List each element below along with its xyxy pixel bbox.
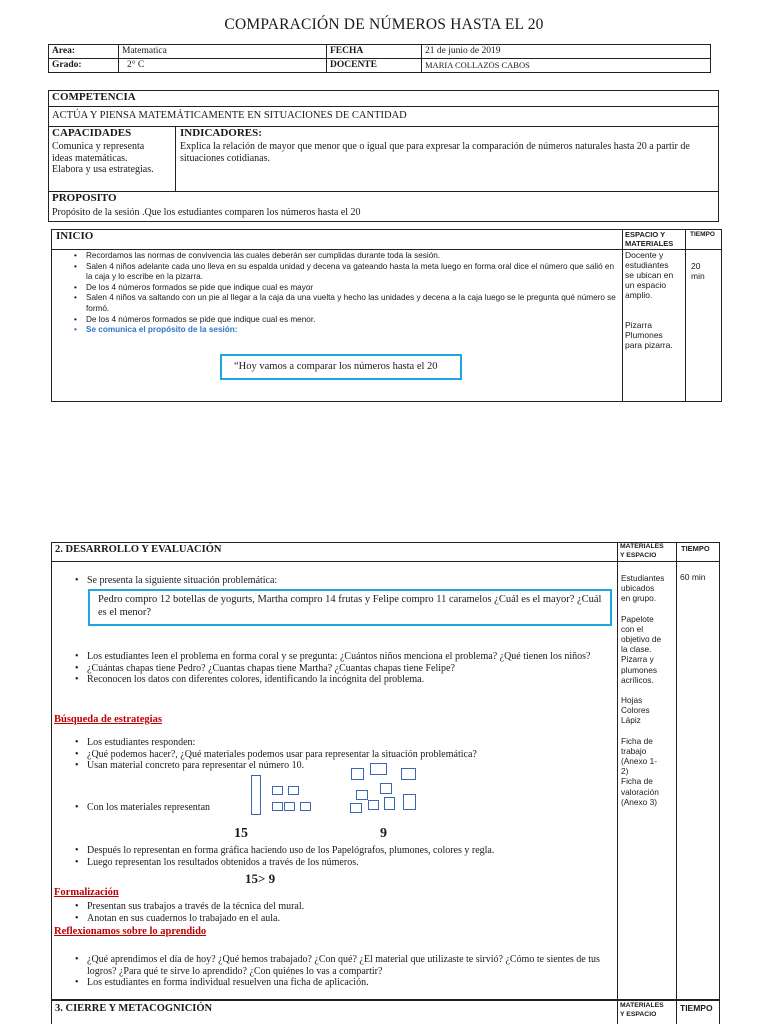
page-title: COMPARACIÓN DE NÚMEROS HASTA EL 20 — [224, 16, 544, 33]
docente-value: MARIA COLLAZOS CABOS — [422, 59, 711, 73]
bullets-e — [73, 954, 613, 989]
list-item: • Los estudiantes leen el problema en forma coral y se pregunta: ¿Cuántos niños menciona el problema? ¿Qué tienen los niños? — [73, 651, 613, 663]
formalizacion-heading: Formalización — [54, 887, 119, 898]
con-materiales-bullet — [73, 802, 373, 814]
list-item: • Recordamos las normas de convivencia las cuales deberán ser cumplidas durante toda la sesión. — [72, 251, 620, 262]
inicio-bullets — [72, 251, 620, 336]
list-item: • Después lo representan en forma gráfica haciendo uso de los Papelógrafos, plumones, colores y regla. — [73, 845, 613, 857]
problem-box — [88, 589, 612, 626]
unit-square-shape — [272, 802, 283, 811]
list-item: • De los 4 números formados se pide que indique cual es mayor — [72, 283, 620, 294]
competencia-label: COMPETENCIA — [52, 91, 136, 103]
unit-square-shape — [300, 802, 311, 811]
fecha-value: 21 de junio de 2019 — [422, 45, 711, 59]
unit-square-shape — [384, 797, 395, 810]
grado-value: 2° C — [119, 59, 327, 73]
list-item: • Salen 4 niños va saltando con un pie al llegar a la caja da una vuelta y hecho las unidades y decena a la caja luego se le pregunta qué número se formó. — [72, 293, 620, 314]
unit-square-shape — [350, 803, 362, 813]
list-item: • Se presenta la siguiente situación problemática: — [73, 575, 613, 587]
number-9: 9 — [380, 826, 387, 841]
info-table — [48, 44, 711, 73]
list-item: • Presentan sus trabajos a través de la técnica del mural. — [73, 901, 613, 913]
bullets-d — [73, 901, 613, 924]
unit-square-shape — [370, 763, 387, 775]
comparison-result: 15> 9 — [245, 871, 276, 886]
list-item: • Anotan en sus cuadernos lo trabajado en el aula. — [73, 913, 613, 925]
unit-square-shape — [351, 768, 364, 780]
ten-bar-shape — [251, 775, 261, 815]
list-item: • Con los materiales representan — [73, 802, 373, 814]
list-item: • Luego representan los resultados obtenidos a través de los números. — [73, 857, 613, 869]
fecha-label: FECHA — [327, 45, 422, 59]
unit-square-shape — [368, 800, 379, 810]
area-value: Matematica — [119, 45, 327, 59]
purpose-callout-text: “Hoy vamos a comparar los números hasta el 20 — [234, 361, 438, 372]
list-item: • Se comunica el propósito de la sesión: — [72, 325, 620, 336]
reflexion-heading: Reflexionamos sobre lo aprendido — [54, 926, 207, 937]
capacidades-list — [52, 141, 174, 176]
list-item: • Los estudiantes responden: — [73, 737, 613, 749]
area-label: Area: — [49, 45, 119, 59]
intro-bullet — [73, 575, 613, 587]
capacidad-item: Comunica y representa — [52, 141, 145, 152]
indicadores-text: Explica la relación de mayor que menor que o igual que para expresar la comparación de números naturales hasta 20 a partir de situaciones cotidianas. — [180, 141, 690, 164]
unit-square-shape — [284, 802, 295, 811]
list-item: • Salen 4 niños adelante cada uno lleva en su espalda unidad y decena va gateando hasta la meta luego en forma oral dice el número que salió en la caja y lo escribe en la pizarra. — [72, 262, 620, 283]
problem-text: Pedro compro 12 botellas de yogurts, Martha compro 14 frutas y Felipe compro 11 caramelos ¿Cuál es el mayor? ¿Cuál es el menor? — [98, 594, 602, 618]
desarrollo-label: 2. DESARROLLO Y EVALUACIÓN — [55, 544, 222, 555]
grado-label: Grado: — [49, 59, 119, 73]
desarrollo-materiales: Estudiantes ubicados en grupo. Papelote con el objetivo de la clase. Pizarra y plumones acrílicos. Hojas Colores Lápiz Ficha de trabajo (Anexo 1- 2) Ficha de valoración (Anexo 3) — [621, 573, 665, 807]
proposito-label: PROPOSITO — [52, 192, 117, 204]
busqueda-heading: Búsqueda de estrategias — [54, 714, 162, 725]
tiempo-header: TIEMPO — [690, 231, 715, 238]
desarrollo-tiempo-header: TIEMPO — [681, 544, 710, 553]
cierre-materiales-header: MATERIALES Y ESPACIO — [620, 1002, 664, 1018]
unit-square-shape — [272, 786, 283, 795]
capacidad-item: Elabora y usa estrategias. — [52, 164, 154, 175]
purpose-callout — [220, 354, 462, 380]
unit-square-shape — [403, 794, 416, 810]
list-item: • Reconocen los datos con diferentes colores, identificando la incógnita del problema. — [73, 674, 613, 686]
indicadores-label: INDICADORES: — [180, 127, 262, 139]
unit-square-shape — [380, 783, 392, 794]
inicio-tiempo: 20 min — [691, 261, 705, 281]
docente-label: DOCENTE — [327, 59, 422, 73]
desarrollo-materiales-header: MATERIALES Y ESPACIO — [620, 543, 664, 559]
list-item: • Los estudiantes en forma individual resuelven una ficha de aplicación. — [73, 977, 613, 989]
capacidades-label: CAPACIDADES — [52, 127, 132, 139]
desarrollo-tiempo: 60 min — [680, 572, 706, 582]
proposito-value: Propósito de la sesión .Que los estudiantes comparen los números hasta el 20 — [52, 207, 361, 218]
competencia-value: ACTÚA Y PIENSA MATEMÁTICAMENTE EN SITUACIONES DE CANTIDAD — [52, 110, 407, 121]
inicio-espacio: Docente y estudiantes se ubican en un espacio amplio. Pizarra Plumones para pizarra. — [625, 250, 674, 350]
bullets-a — [73, 651, 613, 686]
list-item: • ¿Qué podemos hacer?, ¿Qué materiales podemos usar para representar la situación problemática? — [73, 749, 613, 761]
unit-square-shape — [356, 790, 368, 800]
inicio-label: INICIO — [56, 230, 94, 242]
bullets-c — [73, 845, 613, 868]
cierre-tiempo-header: TIEMPO — [680, 1003, 713, 1013]
bullets-b — [73, 737, 613, 772]
espacio-header: ESPACIO Y MATERIALES — [625, 230, 674, 248]
list-item: • Usan material concreto para representar el número 10. — [73, 760, 613, 772]
unit-square-shape — [288, 786, 299, 795]
cierre-label: 3. CIERRE Y METACOGNICIÓN — [55, 1003, 213, 1014]
unit-square-shape — [401, 768, 416, 780]
number-15: 15 — [234, 826, 248, 841]
capacidad-item: ideas matemáticas. — [52, 152, 128, 164]
list-item: • ¿Cuántas chapas tiene Pedro? ¿Cuantas chapas tiene Martha? ¿Cuantas chapas tiene Felipe? — [73, 663, 613, 675]
list-item: • ¿Qué aprendimos el día de hoy? ¿Qué hemos trabajado? ¿Con qué? ¿El material que utilizaste te sirvió? ¿Cómo te sientes de tus logros? ¿Para qué te sirve lo aprendido? ¿Con quiénes lo vas a compartir? — [73, 954, 613, 977]
list-item: • De los 4 números formados se pide que indique cual es menor. — [72, 315, 620, 326]
